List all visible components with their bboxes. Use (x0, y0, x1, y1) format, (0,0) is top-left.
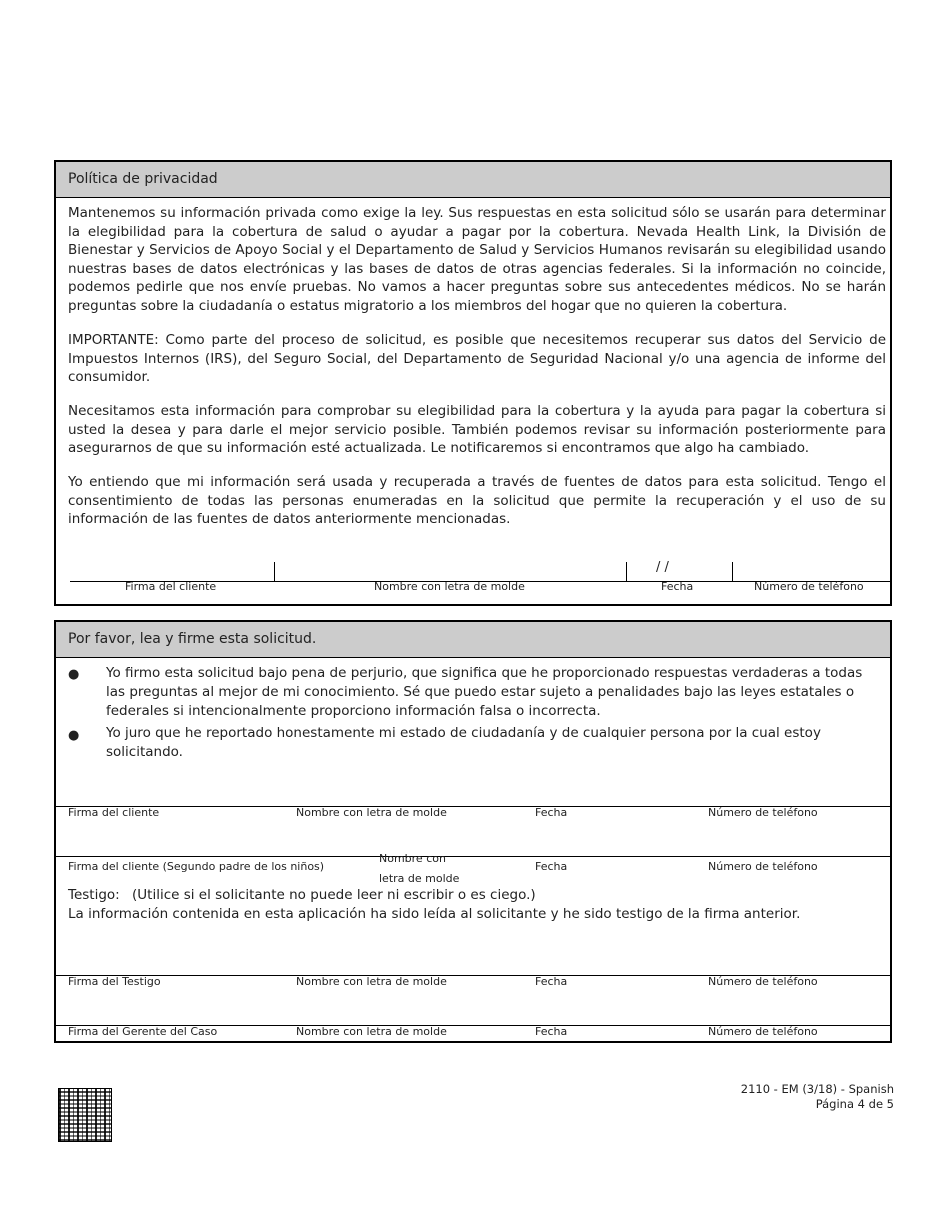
privacy-paragraph-1: Mantenemos su información privada como exige la ley. Sus respuestas en esta solicitud sólo se usarán para determinar la elegibilidad para la cobertura de salud o ayudar a pagar por la cobertura. Nevada Health Link, la División de Bienestar y Servicios de Apoyo Social y el Departamento de Salud y Servicios Humanos revisarán su elegibilidad usando nuestras bases de datos electrónicas y las bases de datos de otras agencias federales. Si la información no coincide, podemos pedirle que nos envíe pruebas. No vamos a hacer preguntas sobre sus antecedentes médicos. No se harán preguntas sobre la ciudadanía o estatus migratorio a los miembros del hogar que no quieren la cobertura. (68, 205, 886, 314)
field-divider (732, 562, 733, 581)
witness-heading: Testigo: (68, 887, 120, 903)
second-parent-signature-label: Firma del cliente (Segundo padre de los niños) (68, 860, 325, 873)
privacy-paragraph-2: IMPORTANTE: Como parte del proceso de solicitud, es posible que necesitemos recuperar sus datos del Servicio de Impuestos Internos (IRS), del Seguro Social, del Departamento de Seguridad Nacional y/o una agencia de informe del consumidor. (68, 332, 886, 385)
printed-name-label-line1: Nombre con (379, 852, 446, 865)
date-label: Fecha (661, 580, 694, 593)
sign-section-title: Por favor, lea y firme esta solicitud. (56, 622, 890, 658)
sign-section (54, 620, 892, 1043)
signature-line (56, 856, 890, 857)
privacy-policy-section (54, 160, 892, 606)
witness-text: La información contenida en esta aplicación ha sido leída al solicitante y he sido testigo de la firma anterior. (68, 906, 801, 922)
citizenship-statement: Yo juro que he reportado honestamente mi estado de ciudadanía y de cualquier persona por la cual estoy solicitando. (106, 725, 821, 760)
date-label: Fecha (535, 1025, 568, 1038)
witness-note: (Utilice si el solicitante no puede leer ni escribir o es ciego.) (132, 887, 536, 903)
phone-label: Número de teléfono (754, 580, 864, 593)
phone-label: Número de teléfono (708, 806, 818, 819)
barcode-icon (58, 1088, 112, 1142)
date-label: Fecha (535, 975, 568, 988)
client-signature-label: Firma del cliente (68, 806, 160, 819)
perjury-statement: Yo firmo esta solicitud bajo pena de perjurio, que significa que he proporcionado respuestas verdaderas a todas las preguntas al mejor de mi conocimiento. Sé que puedo estar sujeto a penalidades bajo las leyes estatales o federales si intencionalmente proporciono información falsa o incorrecta. (106, 665, 863, 719)
field-divider (274, 562, 275, 581)
privacy-policy-title: Política de privacidad (56, 162, 890, 198)
printed-name-label: Nombre con letra de molde (374, 580, 525, 593)
printed-name-label: Nombre con letra de molde (296, 975, 447, 988)
form-number: 2110 - EM (3/18) - Spanish (740, 1082, 894, 1096)
phone-label: Número de teléfono (708, 975, 818, 988)
date-slashes: / / (656, 560, 669, 575)
date-label: Fecha (535, 860, 568, 873)
witness-signature-label: Firma del Testigo (68, 975, 161, 988)
printed-name-label-line2: letra de molde (379, 872, 460, 885)
date-label: Fecha (535, 806, 568, 819)
witness-block (68, 886, 880, 924)
phone-label: Número de teléfono (708, 1025, 818, 1038)
client-signature-label: Firma del cliente (125, 580, 217, 593)
field-divider (626, 562, 627, 581)
case-manager-signature-label: Firma del Gerente del Caso (68, 1025, 218, 1038)
privacy-paragraph-4: Yo entiendo que mi información será usada y recuperada a través de fuentes de datos para esta solicitud. Tengo el consentimiento de todas las personas enumeradas en la solicitud que permite la recuperación y el uso de su información de las fuentes de datos anteriormente mencionadas. (68, 474, 886, 527)
printed-name-label: Nombre con letra de molde (296, 1025, 447, 1038)
bullet-icon: ● (68, 667, 80, 682)
page-footer (741, 1082, 894, 1112)
bullet-icon: ● (68, 728, 80, 743)
printed-name-label: Nombre con letra de molde (296, 806, 447, 819)
page-number: Página 4 de 5 (815, 1097, 894, 1111)
privacy-paragraph-3: Necesitamos esta información para comprobar su elegibilidad para la cobertura y la ayuda para pagar la cobertura si usted la desea y para darle el mejor servicio posible. También podemos revisar su información posteriormente para asegurarnos de que su información esté actualizada. Le notificaremos si encontramos que algo ha cambiado. (68, 403, 886, 456)
phone-label: Número de teléfono (708, 860, 818, 873)
